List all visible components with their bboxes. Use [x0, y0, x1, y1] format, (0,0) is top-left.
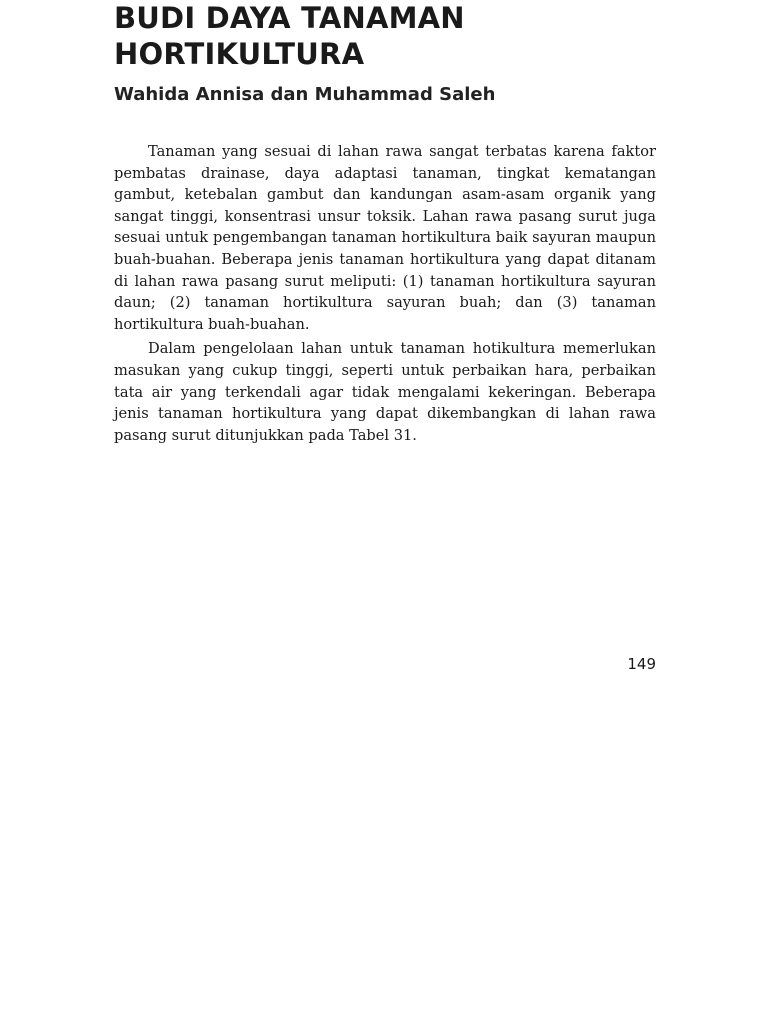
page-number: 149 [627, 655, 656, 673]
chapter-title-line-1: BUDI DAYA TANAMAN [114, 1, 465, 35]
body-text [114, 141, 656, 446]
chapter-title-line-2: HORTIKULTURA [114, 37, 365, 71]
paragraph-2: Dalam pengelolaan lahan untuk tanaman hotikultura memerlukan masukan yang cukup tinggi, seperti untuk perbaikan hara, perbaikan tata air yang terkendali agar tidak mengalami kekeringan. Beberapa jenis tanaman hortikultura yang dapat dikembangkan di lahan rawa pasang surut ditunjukkan pada Tabel 31. [114, 340, 656, 444]
paragraph-1: Tanaman yang sesuai di lahan rawa sangat terbatas karena faktor pembatas drainase, daya adaptasi tanaman, tingkat kematangan gambut, ketebalan gambut dan kandungan asam-asam organik yang sangat tinggi, konsentrasi unsur toksik. Lahan rawa pasang surut juga sesuai untuk pengembangan tanaman hortikultura baik sayuran maupun buah-buahan. Beberapa jenis tanaman hortikultura yang dapat ditanam di lahan rawa pasang surut meliputi: (1) tanaman hortikultura sayuran daun; (2) tanaman hortikultura sayuran buah; dan (3) tanaman hortikultura buah-buahan. [114, 143, 656, 333]
chapter-authors: Wahida Annisa dan Muhammad Saleh [114, 84, 496, 105]
document-page [114, 0, 656, 449]
chapter-title [114, 0, 656, 72]
